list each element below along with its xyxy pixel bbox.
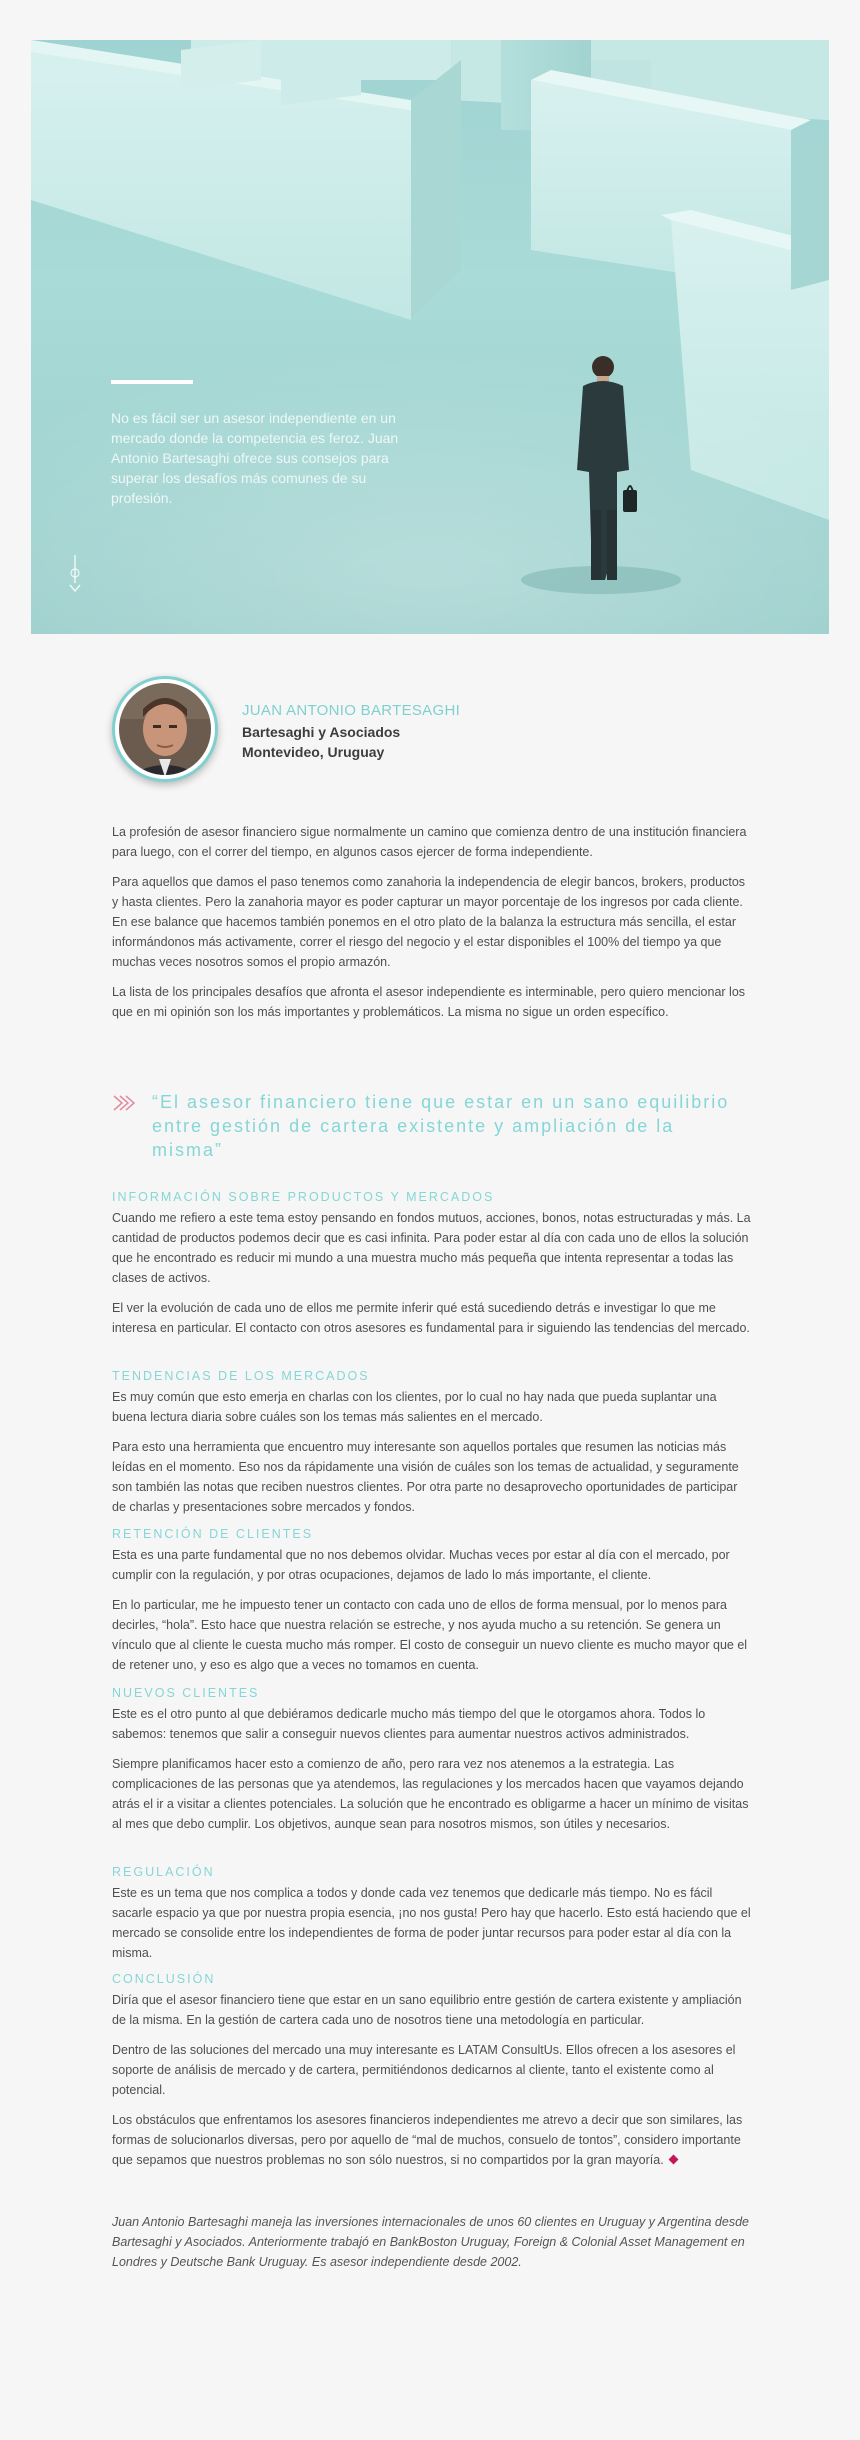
scroll-down-icon[interactable]	[68, 555, 82, 595]
section-body	[112, 1883, 752, 1963]
paragraph: Siempre planificamos hacer esto a comienzo de año, pero rara vez nos atenemos a la estrategia. Las complicaciones de las personas que ya atendemos, las regulaciones y los mercados hacen que vayamos dejando atrás el ir a visitar a clientes potenciales. La solución que he encontrado es obligarme a hacer un mínimo de visitas al mes que debo cumplir. Los objetivos, aunque sean para nosotros mismos, son útiles y necesarios.	[112, 1757, 749, 1831]
hero-intro: No es fácil ser un asesor independiente en un mercado donde la competencia es feroz. Juan Antonio Bartesaghi ofrece sus consejos para superar los desafíos más comunes de su profesión.	[111, 410, 399, 506]
author-photo	[115, 679, 215, 779]
section-body	[112, 1387, 752, 1517]
section-heading: NUEVOS CLIENTES	[112, 1686, 260, 1700]
section-body	[112, 1990, 752, 2170]
section-body	[112, 1704, 752, 1834]
paragraph: En lo particular, me he impuesto tener un contacto con cada uno de ellos de forma mensual, por lo menos para decirles, “hola”. Esto hace que nuestra relación se estreche, y nos ayuda mucho a su retención. Se genera un vínculo que al cliente le cuesta mucho más romper. El costo de conseguir un nuevo cliente es mucho mayor que el de retener uno, y eso es algo que a veces no tomamos en cuenta.	[112, 1598, 748, 1672]
section-heading: TENDENCIAS DE LOS MERCADOS	[112, 1369, 370, 1383]
paragraph: La lista de los principales desafíos que afronta el asesor independiente es interminable, pero quiero mencionar los que en mi opinión son los más importantes y problemáticos. La misma no sigue un orden específico.	[112, 985, 746, 1019]
section-heading: RETENCIÓN DE CLIENTES	[112, 1527, 314, 1541]
paragraph-last	[112, 2110, 752, 2170]
paragraph: Cuando me refiero a este tema estoy pensando en fondos mutuos, acciones, bonos, notas estructuradas y más. La cantidad de productos podemos decir que es casi infinita. Para poder estar al día con cada uno de ellos la solución que he encontrado es reducir mi mundo a una muestra mucho más pequeña que intenta representar a todas las clases de activos.	[112, 1211, 751, 1285]
author-location: Montevideo, Uruguay	[242, 744, 385, 760]
section-heading: INFORMACIÓN SOBRE PRODUCTOS Y MERCADOS	[112, 1190, 495, 1204]
author-bio: Juan Antonio Bartesaghi maneja las inversiones internacionales de unos 60 clientes en Uruguay y Argentina desde Bartesaghi y Asociados. Anteriormente trabajó en BankBoston Uruguay, Foreign & Colonial Asset Management en Londres y Deutsche Bank Uruguay. Es asesor independiente desde 2002.	[112, 2215, 749, 2269]
paragraph: Para aquellos que damos el paso tenemos como zanahoria la independencia de elegir bancos, brokers, productos y hasta clientes. Pero la zanahoria mayor es poder capturar un mayor porcentaje de los ingresos por cada cliente. En ese balance que hacemos también ponemos en el otro plato de la balanza la estructura más sencilla, el estar informándonos más activamente, correr el riesgo del negocio y el estar disponibles el 100% del tiempo ya que muchas veces nosotros somos el propio armazón.	[112, 875, 746, 969]
paragraph: Dentro de las soluciones del mercado una muy interesante es LATAM ConsultUs. Ellos ofrecen a los asesores el soporte de análisis de mercado y de cartera, permitiéndonos dedicarnos al cliente, tanto el existente como al potencial.	[112, 2043, 736, 2097]
author-card	[112, 676, 752, 786]
section-heading: CONCLUSIÓN	[112, 1972, 216, 1986]
section-body	[112, 1208, 752, 1338]
intro-text	[112, 822, 752, 1022]
hero-divider	[111, 380, 193, 384]
section-heading: REGULACIÓN	[112, 1865, 215, 1879]
author-company: Bartesaghi y Asociados	[242, 724, 401, 740]
avatar	[112, 676, 218, 782]
paragraph-text: Los obstáculos que enfrentamos los asesores financieros independientes me atrevo a decir que son similares, las formas de solucionarlos diversas, pero por aquello de “mal de muchos, consuelo de tontos”, considero importante que sepamos que nuestros problemas no son sólo nuestros, si no compartidos por la gran mayoría.	[112, 2113, 743, 2167]
paragraph: Este es el otro punto al que debiéramos dedicarle mucho más tiempo del que le otorgamos ahora. Todos lo sabemos: tenemos que salir a conseguir nuevos clientes para aumentar nuestros activos administrados.	[112, 1707, 706, 1741]
paragraph: La profesión de asesor financiero sigue normalmente un camino que comienza dentro de una institución financiera para luego, con el correr del tiempo, en algunos casos ejercer de forma independiente.	[112, 825, 747, 859]
section-body	[112, 1545, 752, 1675]
paragraph: Diría que el asesor financiero tiene que estar en un sano equilibrio entre gestión de cartera existente y ampliación de la misma. En la gestión de cartera cada uno de nosotros tiene una metodología en particular.	[112, 1993, 742, 2027]
author-name: JUAN ANTONIO BARTESAGHI	[242, 702, 461, 719]
pull-quote	[112, 1090, 752, 1160]
quote-text: “El asesor financiero tiene que estar en un sano equilibrio entre gestión de cartera existente y ampliación de la misma”	[152, 1092, 730, 1160]
paragraph: Esta es una parte fundamental que no nos debemos olvidar. Muchas veces por estar al día con el mercado, por cumplir con la regulación, y por otras ocupaciones, dejamos de lado lo más importante, el cliente.	[112, 1548, 730, 1582]
maze-illustration	[31, 40, 829, 634]
paragraph: El ver la evolución de cada uno de ellos me permite inferir qué está sucediendo detrás e investigar lo que me interesa en particular. El contacto con otros asesores es fundamental para ir siguiendo las tendencias del mercado.	[112, 1301, 750, 1335]
double-chevron-icon	[112, 1094, 136, 1112]
diamond-icon	[668, 2155, 678, 2165]
paragraph: Es muy común que esto emerja en charlas con los clientes, por lo cual no hay nada que pueda suplantar una buena lectura diaria sobre cuáles son los temas más salientes en el mercado.	[112, 1390, 717, 1424]
paragraph: Este es un tema que nos complica a todos y donde cada vez tenemos que dedicarle más tiempo. No es fácil sacarle espacio ya que por nuestra propia esencia, ¡no nos gusta! Pero hay que hacerlo. Esto está haciendo que el mercado se consolide entre los independientes de forma de poder juntar recursos para poder estar al día con la misma.	[112, 1886, 751, 1960]
hero-image	[31, 40, 829, 634]
paragraph: Para esto una herramienta que encuentro muy interesante son aquellos portales que resumen las noticias más leídas en el momento. Eso nos da rápidamente una visión de cuáles son los temas de actualidad, y seguramente son también las notas que reciben nuestros clientes. Por otra parte no desaprovecho oportunidades de participar de charlas y presentaciones sobre mercados y fondos.	[112, 1440, 739, 1514]
